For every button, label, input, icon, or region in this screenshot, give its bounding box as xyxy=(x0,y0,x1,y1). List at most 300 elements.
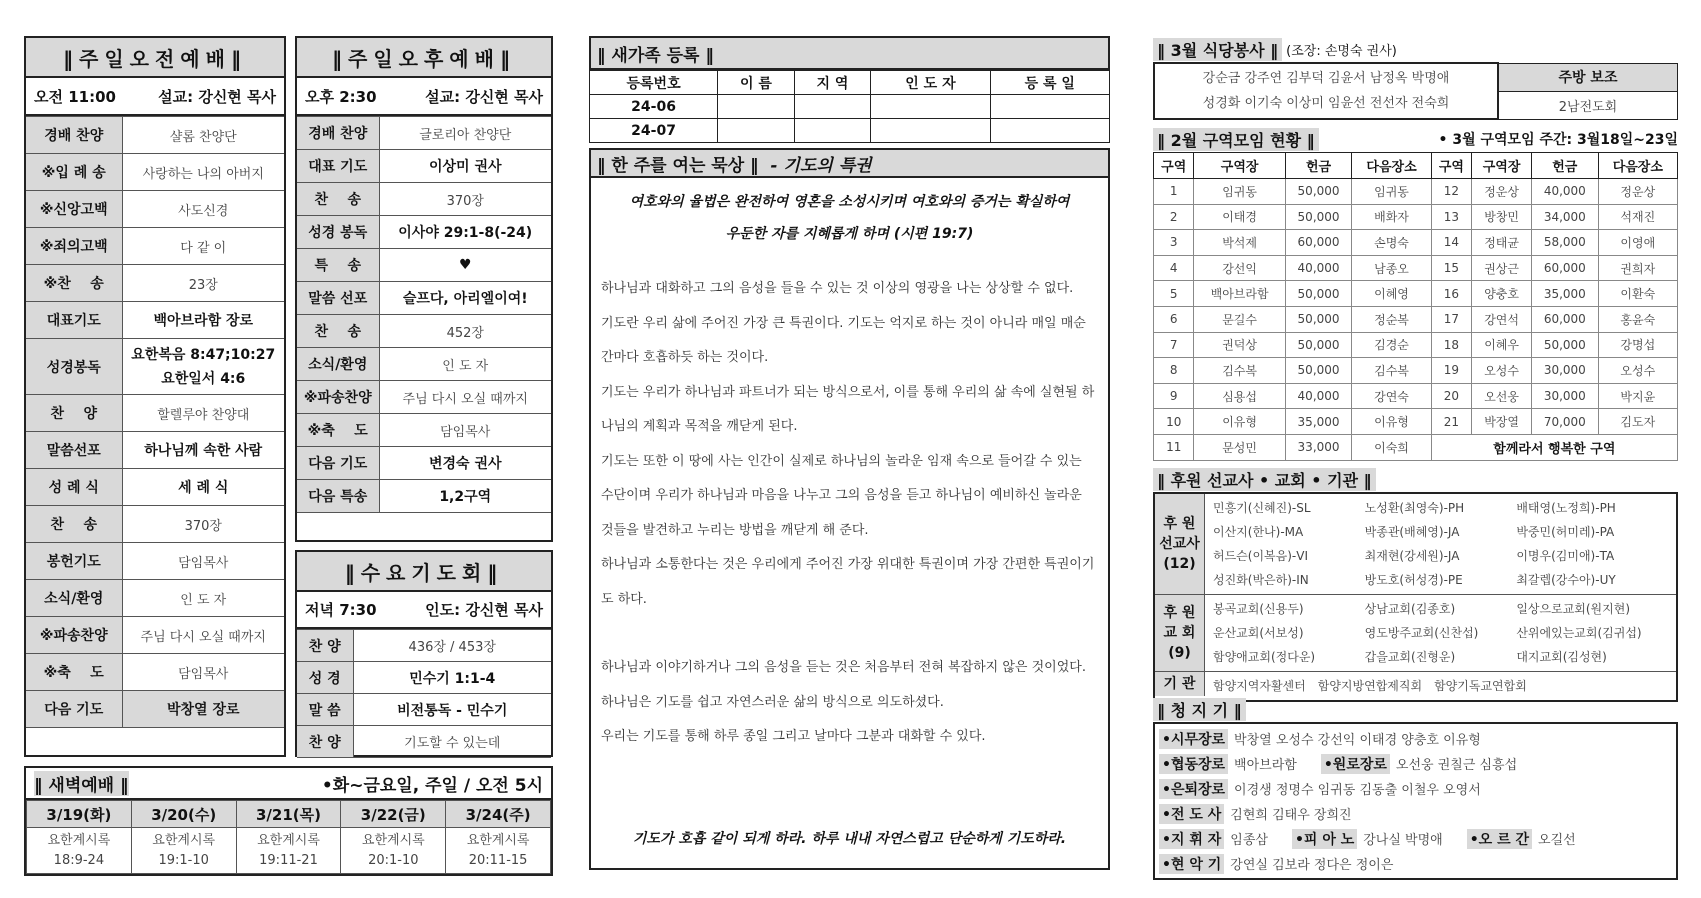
officer-row xyxy=(1159,726,1672,751)
morning-row-label: 성경봉독 xyxy=(26,339,122,395)
missionaries-row xyxy=(1155,494,1676,595)
district-cell: 임귀동 xyxy=(1352,179,1431,205)
district-note: • 3월 구역모임 주간: 3월18일~23일 xyxy=(1438,132,1678,148)
morning-row-value: 하나님께 속한 사람 xyxy=(122,432,284,469)
officer-names: 박창열 오성수 강선익 이태경 양충호 이유형 xyxy=(1234,733,1481,748)
district-cell: 강연숙 xyxy=(1352,383,1431,409)
district-cell: 19 xyxy=(1431,358,1471,384)
district-cell: 60,000 xyxy=(1532,255,1599,281)
district-cell: 8 xyxy=(1154,358,1194,384)
district-cell: 5 xyxy=(1154,281,1194,307)
morning-row-value: 세 례 식 xyxy=(122,469,284,506)
district-row xyxy=(1154,179,1678,205)
kitchen-names-1: 강순금 강주연 김부덕 김윤서 남정옥 박명애 xyxy=(1202,71,1450,86)
morning-row-label: 성 례 식 xyxy=(26,469,122,506)
morning-row xyxy=(26,154,284,191)
dawn-table xyxy=(26,800,551,874)
morning-row xyxy=(26,543,284,580)
district-row xyxy=(1154,358,1678,384)
org-item: 함양지방연합제직회 xyxy=(1317,679,1423,693)
missionary-item: 허드슨(이복음)-VI xyxy=(1213,549,1308,563)
missionary-item: 최재현(강세원)-JA xyxy=(1364,549,1460,563)
kitchen-names-2: 성경화 이기숙 이상미 임윤선 전선자 전숙희 xyxy=(1202,96,1450,111)
missions-header xyxy=(1153,466,1678,492)
district-cell: 이혜우 xyxy=(1472,332,1532,358)
officer-role-label: •오 르 간 xyxy=(1467,829,1532,849)
afternoon-row-label: 특 송 xyxy=(297,249,379,282)
officers-box xyxy=(1153,722,1678,880)
dawn-reading: 요한계시록 19:1-10 xyxy=(131,828,236,874)
churches-grid xyxy=(1205,595,1676,671)
morning-row-value: 사도신경 xyxy=(122,191,284,228)
church-item: 산위에있는교회(김귀섭) xyxy=(1516,626,1642,640)
church-item: 봉곡교회(신용두) xyxy=(1213,602,1304,616)
morning-row xyxy=(26,228,284,265)
morning-row-label: ※찬 송 xyxy=(26,265,122,302)
afternoon-row-value: 1,2구역 xyxy=(379,480,551,513)
district-row xyxy=(1154,434,1678,460)
church-item: 갑을교회(진형운) xyxy=(1364,650,1456,664)
district-cell: 4 xyxy=(1154,255,1194,281)
missionary-item: 이산지(한나)-MA xyxy=(1213,525,1304,539)
kitchen-service-section xyxy=(1153,36,1678,122)
church-item: 영도방주교회(신찬섭) xyxy=(1364,626,1479,640)
wednesday-leader: 인도: 강신현 목사 xyxy=(425,601,543,619)
morning-row-label: 찬 송 xyxy=(26,506,122,543)
district-cell: 김도자 xyxy=(1598,409,1677,435)
district-row xyxy=(1154,281,1678,307)
meditation-verse: 여호와의 율법은 완전하여 영혼을 소성시키며 여호와의 증거는 확실하여 우둔한 자를 지혜롭게 하며 (시편 19:7) xyxy=(629,194,1070,242)
orgs-label: 기 관 xyxy=(1155,672,1205,696)
afternoon-row xyxy=(297,381,551,414)
afternoon-row xyxy=(297,447,551,480)
morning-preacher: 설교: 강신현 목사 xyxy=(158,87,276,106)
dawn-title: ‖ 새벽예배 ‖ xyxy=(34,771,129,796)
morning-row-label: ※파송찬양 xyxy=(26,617,122,654)
officer-names: 이경생 정명수 임귀동 김동출 이철우 오영서 xyxy=(1234,783,1481,798)
officer-names: 오선웅 권칠근 심흥섭 xyxy=(1395,758,1518,773)
morning-time: 오전 11:00 xyxy=(34,87,116,106)
dawn-header xyxy=(26,768,551,800)
afternoon-row-value: 이사야 29:1-8(-24) xyxy=(379,216,551,249)
new-family-cell: 24-06 xyxy=(590,95,718,119)
meditation-paragraph: 우리는 기도를 통해 하루 종일 그리고 날마다 그분과 대화할 수 있다. xyxy=(601,729,986,744)
morning-row-label: 경배 찬양 xyxy=(26,117,122,154)
dawn-service-section xyxy=(24,766,553,876)
district-cell: 정태균 xyxy=(1472,230,1532,256)
district-cell: 50,000 xyxy=(1285,204,1352,230)
new-family-cell: 24-07 xyxy=(590,119,718,143)
wednesday-row xyxy=(297,726,551,758)
morning-row-value: 백아브라함 장로 xyxy=(122,302,284,339)
officer-names: 강연실 김보라 정다은 정이은 xyxy=(1230,858,1394,873)
district-header-cell: 다음장소 xyxy=(1352,153,1431,179)
morning-row-value: 23장 xyxy=(122,265,284,302)
dawn-reading: 요한계시록 20:1-10 xyxy=(341,828,446,874)
afternoon-row-value: 글로리아 찬양단 xyxy=(379,117,551,150)
meditation-paragraph: 하나님과 이야기하거나 그의 음성을 듣는 것은 처음부터 전혀 복잡하지 않은 것이었다. 하나님은 기도를 쉽고 자연스러운 삶의 방식으로 의도하셨다. xyxy=(601,660,1086,710)
district-cell: 40,000 xyxy=(1285,255,1352,281)
district-last-note: 함께라서 행복한 구역 xyxy=(1431,434,1677,460)
district-header-cell: 다음장소 xyxy=(1598,153,1677,179)
morning-row-label: 봉헌기도 xyxy=(26,543,122,580)
district-cell: 50,000 xyxy=(1285,179,1352,205)
kitchen-names xyxy=(1154,63,1498,119)
afternoon-row-value: ♥ xyxy=(379,249,551,282)
missionary-item: 노성환(최영숙)-PH xyxy=(1364,501,1465,515)
churches-row xyxy=(1155,595,1676,672)
wednesday-title: ‖수요기도회‖ xyxy=(297,552,551,592)
district-header-cell: 구역 xyxy=(1154,153,1194,179)
district-cell: 17 xyxy=(1431,306,1471,332)
dawn-reading: 요한계시록 19:11-21 xyxy=(236,828,341,874)
morning-row xyxy=(26,580,284,617)
officer-role-label: •지 휘 자 xyxy=(1159,829,1224,849)
district-cell: 30,000 xyxy=(1532,383,1599,409)
afternoon-row-label: 경배 찬양 xyxy=(297,117,379,150)
meditation-body xyxy=(589,178,1110,870)
district-cell: 박지윤 xyxy=(1598,383,1677,409)
district-cell: 50,000 xyxy=(1285,332,1352,358)
district-header-cell: 헌금 xyxy=(1532,153,1599,179)
district-title: ‖ 2월 구역모임 현황 ‖ xyxy=(1153,128,1319,151)
wednesday-row-label: 성 경 xyxy=(297,662,353,694)
officer-row xyxy=(1159,801,1672,826)
officer-row xyxy=(1159,776,1672,801)
wednesday-order-table xyxy=(297,629,551,758)
missions-title: ‖ 후원 선교사 • 교회 • 기관 ‖ xyxy=(1153,468,1376,491)
afternoon-row xyxy=(297,348,551,381)
new-family-header-cell: 지 역 xyxy=(794,71,871,95)
dawn-day: 3/24(주) xyxy=(446,801,551,828)
district-row xyxy=(1154,383,1678,409)
church-item: 상남교회(김종호) xyxy=(1364,602,1456,616)
district-cell: 심용섭 xyxy=(1194,383,1285,409)
church-item: 대지교회(김성현) xyxy=(1516,650,1607,664)
afternoon-row-label: 찬 송 xyxy=(297,315,379,348)
district-cell: 6 xyxy=(1154,306,1194,332)
kitchen-header xyxy=(1153,36,1678,62)
morning-row-value: 370장 xyxy=(122,506,284,543)
district-cell: 권희자 xyxy=(1598,255,1677,281)
district-cell: 김수복 xyxy=(1352,358,1431,384)
district-cell: 정순복 xyxy=(1352,306,1431,332)
district-cell: 9 xyxy=(1154,383,1194,409)
wednesday-header xyxy=(297,592,551,629)
district-cell: 50,000 xyxy=(1532,332,1599,358)
afternoon-order-table xyxy=(297,116,551,513)
morning-row-label: 소식/환영 xyxy=(26,580,122,617)
officers-header xyxy=(1153,696,1678,722)
district-cell: 40,000 xyxy=(1285,383,1352,409)
afternoon-row-value: 이상미 권사 xyxy=(379,150,551,183)
district-cell: 12 xyxy=(1431,179,1471,205)
officer-names: 임종삼 xyxy=(1230,833,1268,848)
district-cell: 70,000 xyxy=(1532,409,1599,435)
district-row xyxy=(1154,332,1678,358)
new-family-cell xyxy=(794,119,871,143)
morning-row-value: 박창열 장로 xyxy=(122,691,284,728)
wednesday-row-value: 436장 / 453장 xyxy=(353,630,551,662)
district-cell: 강명섭 xyxy=(1598,332,1677,358)
district-cell: 이환숙 xyxy=(1598,281,1677,307)
district-cell: 50,000 xyxy=(1285,306,1352,332)
meditation-paragraph: 하나님과 대화하고 그의 음성을 들을 수 있는 것 이상의 영광을 나는 상상할 수 없다. xyxy=(601,281,1074,296)
new-family-cell xyxy=(718,95,795,119)
new-family-title: ‖ 새가족 등록 ‖ xyxy=(589,36,1110,70)
district-cell: 강연석 xyxy=(1472,306,1532,332)
missionaries-grid xyxy=(1205,494,1676,594)
district-cell: 오성수 xyxy=(1598,358,1677,384)
church-item: 운산교회(서보성) xyxy=(1213,626,1304,640)
missionary-item: 성진화(박은하)-IN xyxy=(1213,573,1309,587)
afternoon-row-label: 찬 송 xyxy=(297,183,379,216)
district-cell: 21 xyxy=(1431,409,1471,435)
wednesday-time: 저녁 7:30 xyxy=(305,601,377,619)
district-cell: 15 xyxy=(1431,255,1471,281)
missions-box xyxy=(1153,492,1678,702)
afternoon-row-value: 변경숙 권사 xyxy=(379,447,551,480)
afternoon-row xyxy=(297,480,551,513)
afternoon-service-section xyxy=(295,36,553,542)
officer-names: 김현희 김태우 장희진 xyxy=(1230,808,1352,823)
kitchen-table xyxy=(1153,62,1678,120)
meditation-closing: 기도가 호흡 같이 되게 하라. 하루 내내 자연스럽고 단순하게 기도하라. xyxy=(632,830,1067,847)
morning-row-value: 할렐루야 찬양대 xyxy=(122,395,284,432)
district-cell: 권상근 xyxy=(1472,255,1532,281)
afternoon-row-label: 다음 기도 xyxy=(297,447,379,480)
officer-names: 백아브라함 xyxy=(1234,758,1297,773)
officer-row xyxy=(1159,826,1672,851)
officer-role-label: •원로장로 xyxy=(1321,754,1390,774)
afternoon-row xyxy=(297,282,551,315)
officer-row xyxy=(1159,751,1672,776)
district-cell: 이영애 xyxy=(1598,230,1677,256)
morning-row xyxy=(26,191,284,228)
meditation-paragraphs xyxy=(601,272,1098,755)
dawn-schedule: •화~금요일, 주일 / 오전 5시 xyxy=(321,775,543,796)
morning-row-label: 찬 양 xyxy=(26,395,122,432)
wednesday-prayer-section xyxy=(295,550,553,757)
district-cell: 20 xyxy=(1431,383,1471,409)
morning-row-value: 다 같 이 xyxy=(122,228,284,265)
district-cell: 오성수 xyxy=(1472,358,1532,384)
wednesday-row-value: 기도할 수 있는데 xyxy=(353,726,551,758)
wednesday-row-value: 비전통독 - 민수기 xyxy=(353,694,551,726)
morning-row xyxy=(26,432,284,469)
district-cell: 홍윤숙 xyxy=(1598,306,1677,332)
morning-row-label: ※축 도 xyxy=(26,654,122,691)
new-family-section xyxy=(589,36,1110,144)
new-family-cell xyxy=(871,119,990,143)
missionary-item: 민흥기(신혜진)-SL xyxy=(1213,501,1311,515)
morning-row-value: 사랑하는 나의 아버지 xyxy=(122,154,284,191)
morning-row xyxy=(26,117,284,154)
district-cell: 50,000 xyxy=(1285,358,1352,384)
new-family-header-cell: 인 도 자 xyxy=(871,71,990,95)
district-section xyxy=(1153,126,1678,462)
meditation-subtitle: - 기도의 특권 xyxy=(770,155,872,176)
org-item: 함양기독교연합회 xyxy=(1434,679,1527,693)
district-cell: 김수복 xyxy=(1194,358,1285,384)
district-cell: 1 xyxy=(1154,179,1194,205)
meditation-paragraph: 기도란 우리 삶에 주어진 가장 큰 특권이다. 기도는 억지로 하는 것이 아니라 매일 매순간마다 호흡하듯 하는 것이다. xyxy=(601,315,1086,365)
afternoon-row xyxy=(297,183,551,216)
afternoon-preacher: 설교: 강신현 목사 xyxy=(425,87,543,106)
missions-section xyxy=(1153,466,1678,692)
district-row xyxy=(1154,230,1678,256)
district-cell: 오선웅 xyxy=(1472,383,1532,409)
district-cell: 남종오 xyxy=(1352,255,1431,281)
new-family-cell xyxy=(871,95,990,119)
meditation-paragraph xyxy=(601,617,1098,651)
district-header-cell: 구역 xyxy=(1431,153,1471,179)
afternoon-row xyxy=(297,150,551,183)
morning-row xyxy=(26,265,284,302)
afternoon-row-value: 슬프다, 아리엘이여! xyxy=(379,282,551,315)
district-cell: 방창민 xyxy=(1472,204,1532,230)
afternoon-row-label: 말씀 선포 xyxy=(297,282,379,315)
afternoon-row-label: ※파송찬양 xyxy=(297,381,379,414)
dawn-day: 3/22(금) xyxy=(341,801,446,828)
missionary-item: 박종관(배혜영)-JA xyxy=(1364,525,1460,539)
afternoon-row-value: 주님 다시 오실 때까지 xyxy=(379,381,551,414)
morning-row xyxy=(26,339,284,395)
officer-role-label: •시무장로 xyxy=(1159,729,1228,749)
afternoon-time: 오후 2:30 xyxy=(305,87,377,106)
meditation-title: ‖ 한 주를 여는 묵상 ‖ xyxy=(597,155,759,176)
morning-row-label: 대표기도 xyxy=(26,302,122,339)
district-header-cell: 구역장 xyxy=(1472,153,1532,179)
afternoon-row-value: 인 도 자 xyxy=(379,348,551,381)
afternoon-row xyxy=(297,315,551,348)
dawn-day: 3/20(수) xyxy=(131,801,236,828)
churches-label: 후 원 교 회 (9) xyxy=(1155,595,1205,671)
wednesday-row-label: 찬 양 xyxy=(297,630,353,662)
new-family-row xyxy=(590,95,1110,119)
org-item: 함양지역자활센터 xyxy=(1213,679,1306,693)
district-cell: 60,000 xyxy=(1285,230,1352,256)
meditation-paragraph: 하나님과 소통한다는 것은 우리에게 주어진 가장 위대한 특권이며 가장 간편한 특권이기도 하다. xyxy=(601,557,1095,607)
district-row xyxy=(1154,306,1678,332)
meditation-header xyxy=(589,148,1110,178)
district-cell: 김경순 xyxy=(1352,332,1431,358)
new-family-header-cell: 등 록 일 xyxy=(990,71,1109,95)
missionary-item: 최갈렙(강수아)-UY xyxy=(1516,573,1616,587)
district-row xyxy=(1154,204,1678,230)
morning-service-title: ‖주일오전예배‖ xyxy=(26,38,284,78)
district-cell: 35,000 xyxy=(1285,409,1352,435)
morning-row-label: ※죄의고백 xyxy=(26,228,122,265)
district-cell: 이태경 xyxy=(1194,204,1285,230)
kitchen-title: ‖ 3월 식당봉사 ‖ xyxy=(1153,38,1282,61)
district-cell: 7 xyxy=(1154,332,1194,358)
afternoon-row-label: ※축 도 xyxy=(297,414,379,447)
morning-row xyxy=(26,302,284,339)
missionary-item: 박중민(허미레)-PA xyxy=(1516,525,1615,539)
morning-row-label: 말씀선포 xyxy=(26,432,122,469)
afternoon-row-value: 452장 xyxy=(379,315,551,348)
wednesday-row xyxy=(297,662,551,694)
district-cell: 양충호 xyxy=(1472,281,1532,307)
district-header-cell: 헌금 xyxy=(1285,153,1352,179)
district-cell: 60,000 xyxy=(1532,306,1599,332)
district-cell: 33,000 xyxy=(1285,434,1352,460)
district-cell: 14 xyxy=(1431,230,1471,256)
kitchen-leader: (조장: 손명숙 권사) xyxy=(1286,43,1397,59)
dawn-day: 3/19(화) xyxy=(27,801,132,828)
morning-row-value: 인 도 자 xyxy=(122,580,284,617)
new-family-cell xyxy=(718,119,795,143)
wednesday-row xyxy=(297,694,551,726)
afternoon-row-label: 성경 봉독 xyxy=(297,216,379,249)
new-family-cell xyxy=(990,119,1109,143)
afternoon-row-value: 370장 xyxy=(379,183,551,216)
kitchen-assist-label: 주방 보조 xyxy=(1498,63,1678,91)
district-cell: 손명숙 xyxy=(1352,230,1431,256)
district-header xyxy=(1153,126,1678,152)
afternoon-service-header xyxy=(297,78,551,116)
district-cell: 강선익 xyxy=(1194,255,1285,281)
district-header-cell: 구역장 xyxy=(1194,153,1285,179)
morning-row xyxy=(26,617,284,654)
district-cell: 정운상 xyxy=(1472,179,1532,205)
meditation-section xyxy=(589,148,1110,870)
district-cell: 배화자 xyxy=(1352,204,1431,230)
district-cell: 2 xyxy=(1154,204,1194,230)
wednesday-row xyxy=(297,630,551,662)
district-row xyxy=(1154,255,1678,281)
district-cell: 58,000 xyxy=(1532,230,1599,256)
district-cell: 50,000 xyxy=(1285,281,1352,307)
meditation-paragraph: 기도는 우리가 하나님과 파트너가 되는 방식으로서, 이를 통해 우리의 삶 속에 실현될 하나님의 계획과 목적을 깨닫게 된다. xyxy=(601,384,1095,434)
morning-row-value: 담임목사 xyxy=(122,543,284,580)
morning-row-label: ※입 례 송 xyxy=(26,154,122,191)
district-cell: 박석제 xyxy=(1194,230,1285,256)
kitchen-assist-value: 2남전도회 xyxy=(1498,91,1678,119)
district-cell: 문길수 xyxy=(1194,306,1285,332)
district-cell: 34,000 xyxy=(1532,204,1599,230)
morning-service-section xyxy=(24,36,286,757)
wednesday-row-value: 민수기 1:1-4 xyxy=(353,662,551,694)
afternoon-row xyxy=(297,249,551,282)
district-cell: 이유형 xyxy=(1352,409,1431,435)
missionary-item: 배태영(노정희)-PH xyxy=(1516,501,1616,515)
new-family-cell xyxy=(990,95,1109,119)
morning-row-value: 주님 다시 오실 때까지 xyxy=(122,617,284,654)
officer-row xyxy=(1159,851,1672,876)
district-cell: 석재진 xyxy=(1598,204,1677,230)
district-cell: 10 xyxy=(1154,409,1194,435)
afternoon-row-value: 담임목사 xyxy=(379,414,551,447)
district-cell: 박장열 xyxy=(1472,409,1532,435)
meditation-paragraph: 기도는 또한 이 땅에 사는 인간이 실제로 하나님의 놀라운 임재 속으로 들어갈 수 있는 수단이며 우리가 하나님과 마음을 나누고 그의 음성을 듣고 하나님이 예비하신 놀라운 것들을 발견하고 누리는 방법을 깨닫게 해 준다. xyxy=(601,453,1082,538)
district-cell: 이숙희 xyxy=(1352,434,1431,460)
district-cell: 3 xyxy=(1154,230,1194,256)
new-family-header-cell: 등록번호 xyxy=(590,71,718,95)
morning-row xyxy=(26,469,284,506)
district-cell: 권덕상 xyxy=(1194,332,1285,358)
afternoon-row-label: 다음 특송 xyxy=(297,480,379,513)
wednesday-row-label: 말 씀 xyxy=(297,694,353,726)
officer-role-label: •피 아 노 xyxy=(1292,829,1357,849)
district-cell: 30,000 xyxy=(1532,358,1599,384)
afternoon-service-title: ‖주일오후예배‖ xyxy=(297,38,551,78)
wednesday-row-label: 찬 양 xyxy=(297,726,353,758)
district-cell: 정운상 xyxy=(1598,179,1677,205)
morning-service-header xyxy=(26,78,284,116)
morning-row xyxy=(26,654,284,691)
